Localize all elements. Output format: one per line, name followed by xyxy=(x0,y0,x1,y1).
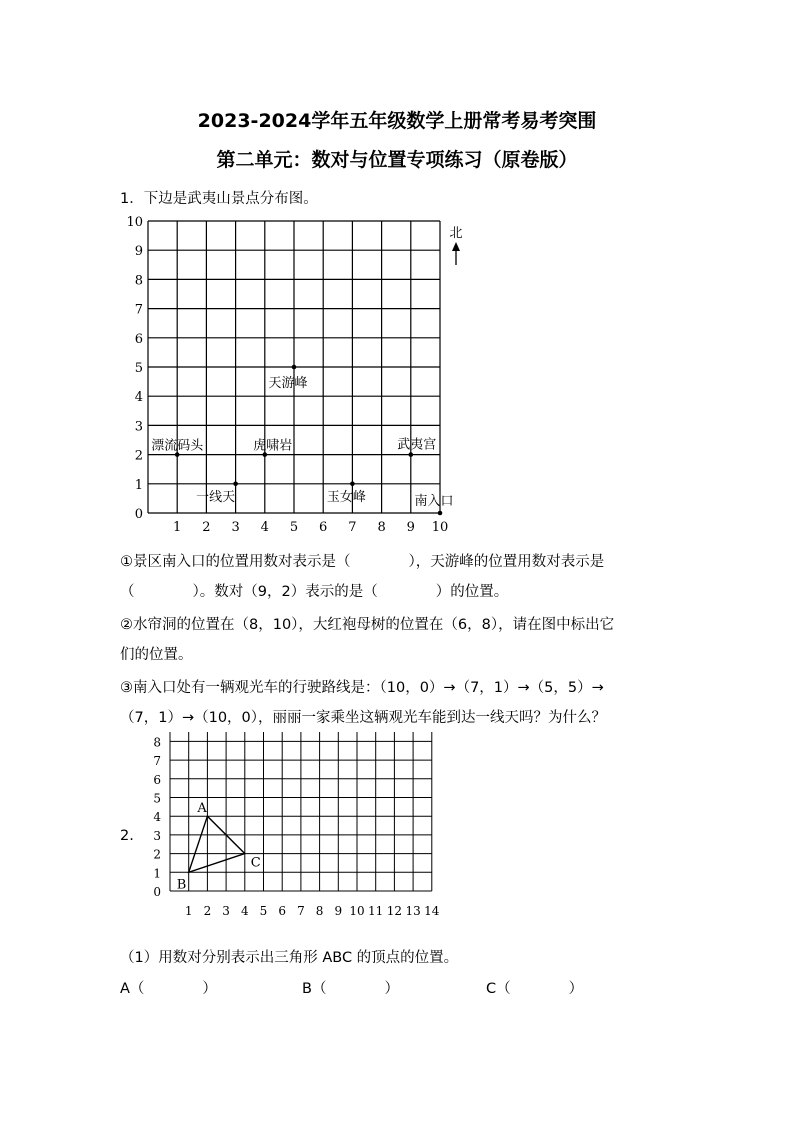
q2-number: 2. xyxy=(120,828,134,844)
answer-c: C（ ） xyxy=(486,981,584,997)
y-tick-label: 7 xyxy=(134,302,143,318)
y-tick-label: 5 xyxy=(153,791,161,806)
scenic-spot-map xyxy=(118,215,478,540)
triangle-abc xyxy=(189,816,245,872)
place-point xyxy=(438,511,443,516)
y-tick-label: 8 xyxy=(153,735,161,750)
x-tick-label: 1 xyxy=(173,520,182,535)
x-tick-label: 10 xyxy=(349,904,365,918)
place-label: 一线天 xyxy=(196,489,236,505)
q1-sub2-line2: 们的位置。 xyxy=(120,647,193,663)
y-tick-label: 10 xyxy=(126,215,143,230)
place-point xyxy=(350,482,355,487)
x-tick-label: 8 xyxy=(315,904,324,918)
q1-sub3-line2: （7，1）→（10，0），丽丽一家乘坐这辆观光车能到达一线天吗？为什么？ xyxy=(120,710,607,726)
answer-a: A（ ） xyxy=(120,981,217,997)
y-tick-label: 0 xyxy=(134,507,143,522)
place-label: 漂流码头 xyxy=(151,438,204,454)
x-tick-label: 9 xyxy=(334,904,343,918)
place-point xyxy=(233,482,238,487)
x-tick-label: 2 xyxy=(203,904,212,918)
x-tick-label: 6 xyxy=(278,904,287,918)
x-tick-label: 7 xyxy=(348,520,357,535)
x-tick-label: 13 xyxy=(405,904,421,918)
x-tick-label: 14 xyxy=(424,904,440,918)
x-tick-label: 7 xyxy=(297,904,305,918)
x-tick-label: 4 xyxy=(260,520,269,535)
q1-sub1-line2: （ ）。数对（9，2）表示的是（ ）的位置。 xyxy=(120,584,509,600)
vertex-label: B xyxy=(176,877,187,893)
x-tick-label: 2 xyxy=(202,520,211,535)
place-label: 玉女峰 xyxy=(326,489,366,505)
place-point xyxy=(292,365,297,370)
x-tick-label: 4 xyxy=(240,904,249,918)
x-tick-label: 3 xyxy=(231,520,240,535)
place-label: 天游峰 xyxy=(268,376,308,391)
y-tick-label: 4 xyxy=(134,390,143,406)
place-label: 武夷宫 xyxy=(397,437,437,453)
document-title: 2023-2024学年五年级数学上册常考易考突围 xyxy=(197,110,597,132)
vertex-label: C xyxy=(250,855,261,871)
y-tick-label: 7 xyxy=(153,754,161,769)
y-tick-label: 4 xyxy=(153,810,161,825)
x-tick-label: 5 xyxy=(289,520,299,535)
north-arrow-icon xyxy=(452,242,460,251)
document-subtitle: 第二单元：数对与位置专项练习（原卷版） xyxy=(216,149,578,171)
answer-b: B（ ） xyxy=(302,981,399,997)
x-tick-label: 9 xyxy=(406,520,415,535)
y-tick-label: 6 xyxy=(134,331,143,347)
q2-sub1: （1）用数对分别表示出三角形 ABC 的顶点的位置。 xyxy=(120,950,459,966)
x-tick-label: 6 xyxy=(319,520,328,535)
y-tick-label: 3 xyxy=(134,419,143,435)
y-tick-label: 2 xyxy=(134,448,143,464)
triangle-grid xyxy=(140,732,460,937)
x-tick-label: 11 xyxy=(368,904,384,918)
y-tick-label: 1 xyxy=(134,477,143,493)
x-tick-label: 3 xyxy=(222,904,230,918)
y-tick-label: 8 xyxy=(134,273,143,289)
x-tick-label: 12 xyxy=(386,904,403,918)
q1-sub2-line1: ②水帘洞的位置在（8，10），大红袍母树的位置在（6，8），请在图中标出它 xyxy=(120,617,615,633)
x-tick-label: 1 xyxy=(184,904,193,918)
q1-sub1-line1: ①景区南入口的位置用数对表示是（ ），天游峰的位置用数对表示是 xyxy=(120,554,605,570)
vertex-label: A xyxy=(197,801,207,817)
y-tick-label: 9 xyxy=(134,244,143,260)
x-tick-label: 8 xyxy=(377,520,386,535)
y-tick-label: 3 xyxy=(153,828,161,843)
y-tick-label: 6 xyxy=(153,772,161,787)
y-tick-label: 5 xyxy=(134,361,143,376)
north-label: 北 xyxy=(449,226,463,241)
q1-sub3-line1: ③南入口处有一辆观光车的行驶路线是：（10，0）→（7，1）→（5，5）→ xyxy=(120,680,604,696)
x-tick-label: 5 xyxy=(259,904,268,918)
place-point xyxy=(409,452,414,457)
q1-intro: 1．下边是武夷山景点分布图。 xyxy=(120,191,318,207)
y-tick-label: 2 xyxy=(153,847,161,862)
x-tick-label: 10 xyxy=(431,520,449,535)
place-label: 虎啸岩 xyxy=(253,438,293,454)
place-label: 南入口 xyxy=(414,494,454,509)
y-tick-label: 1 xyxy=(153,866,161,881)
y-tick-label: 0 xyxy=(153,885,161,899)
